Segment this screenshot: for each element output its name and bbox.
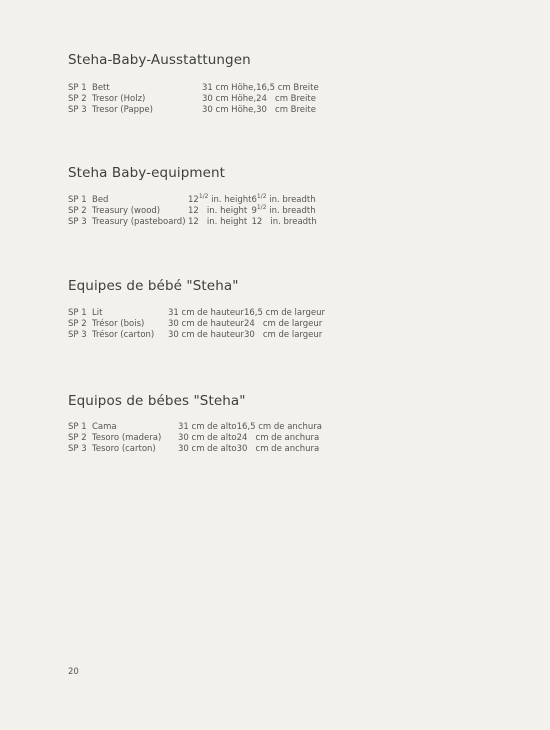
product-table [68,195,317,228]
section-spanish [68,393,328,455]
product-code: SP 1 [68,422,87,432]
product-table [68,308,325,341]
dimension-number: 12 [188,206,199,216]
product-code: SP 3 [68,105,87,115]
product-dimension-1: 31 cm de alto [178,422,237,432]
product-name: Trésor (bois) [92,319,145,329]
product-code: SP 3 [68,444,87,454]
dimension-number: 12 [251,217,263,227]
table-row [68,308,325,319]
product-name: Lit [92,308,103,318]
product-dimension-1: 30 cm de hauteur [168,319,244,329]
product-name: Trésor (carton) [92,330,155,340]
product-name: Tresor (Pappe) [92,105,153,115]
product-name: Treasury (pasteboard) [92,217,186,227]
section-english [68,165,328,228]
product-dimension-1 [188,206,251,217]
section-german [68,52,328,116]
table-row [68,330,325,341]
product-code: SP 3 [68,330,87,340]
dimension-unit: in. breadth [262,217,317,227]
product-name: Cama [92,422,117,432]
table-row [68,83,319,94]
product-code: SP 2 [68,319,87,329]
section-title: Steha-Baby-Ausstattungen [68,52,251,68]
product-dimension-1: 30 cm Höhe, [202,94,257,104]
dimension-fraction: 1/2 [198,193,209,201]
product-dimension-2: 16,5 cm Breite [256,83,319,93]
dimension-number: 12 [188,217,199,227]
table-row [68,195,317,206]
product-name: Treasury (wood) [92,206,161,216]
product-name: Tesoro (carton) [92,444,156,454]
product-table [68,83,319,116]
dimension-unit: in. height [208,195,252,205]
product-dimension-1 [188,217,251,228]
product-dimension-2: 16,5 cm de anchura [236,422,322,432]
dimension-fraction: 1/2 [256,193,267,201]
section-title: Equipos de bébes "Steha" [68,393,246,409]
product-dimension-2: 16,5 cm de largeur [243,308,325,318]
product-code: SP 1 [68,195,87,205]
table-row [68,444,322,455]
dimension-unit: in. height [198,206,248,216]
product-dimension-2: 24 cm de anchura [236,433,320,443]
table-row [68,206,317,217]
table-row [68,422,322,433]
product-dimension-2 [251,206,316,217]
page-number: 20 [68,667,79,677]
product-code: SP 1 [68,308,87,318]
section-title: Equipes de bébé "Steha" [68,278,239,294]
product-dimension-2: 30 cm Breite [256,105,316,115]
product-name: Bett [92,83,110,93]
product-dimension-1: 30 cm de hauteur [168,330,244,340]
dimension-unit: in. breadth [266,195,316,205]
product-table [68,422,322,455]
dimension-fraction: 1/2 [256,204,267,212]
product-dimension-1: 30 cm de alto [178,433,237,443]
product-code: SP 2 [68,94,87,104]
product-dimension-2: 24 cm de largeur [243,319,323,329]
product-name: Tesoro (madera) [92,433,162,443]
product-dimension-1: 31 cm de hauteur [168,308,244,318]
product-name: Tresor (Holz) [92,94,146,104]
dimension-number: 6 [251,195,257,205]
table-row [68,433,322,444]
product-dimension-1 [188,195,251,206]
table-row [68,217,317,228]
product-dimension-2: 30 cm de anchura [236,444,320,454]
product-dimension-2 [251,217,316,228]
product-name: Bed [92,195,109,205]
product-dimension-1: 31 cm Höhe, [202,83,257,93]
product-code: SP 2 [68,206,87,216]
section-french [68,278,328,341]
product-dimension-1: 30 cm Höhe, [202,105,257,115]
table-row [68,105,319,116]
table-row [68,94,319,105]
section-title: Steha Baby-equipment [68,165,226,181]
product-dimension-2: 30 cm de largeur [243,330,323,340]
product-dimension-2: 24 cm Breite [256,94,316,104]
product-code: SP 2 [68,433,87,443]
dimension-number: 12 [188,195,199,205]
dimension-unit: in. height [198,217,248,227]
dimension-unit: in. breadth [266,206,316,216]
table-row [68,319,325,330]
product-code: SP 1 [68,83,87,93]
product-dimension-1: 30 cm de alto [178,444,237,454]
product-code: SP 3 [68,217,87,227]
dimension-number: 9 [251,206,257,216]
